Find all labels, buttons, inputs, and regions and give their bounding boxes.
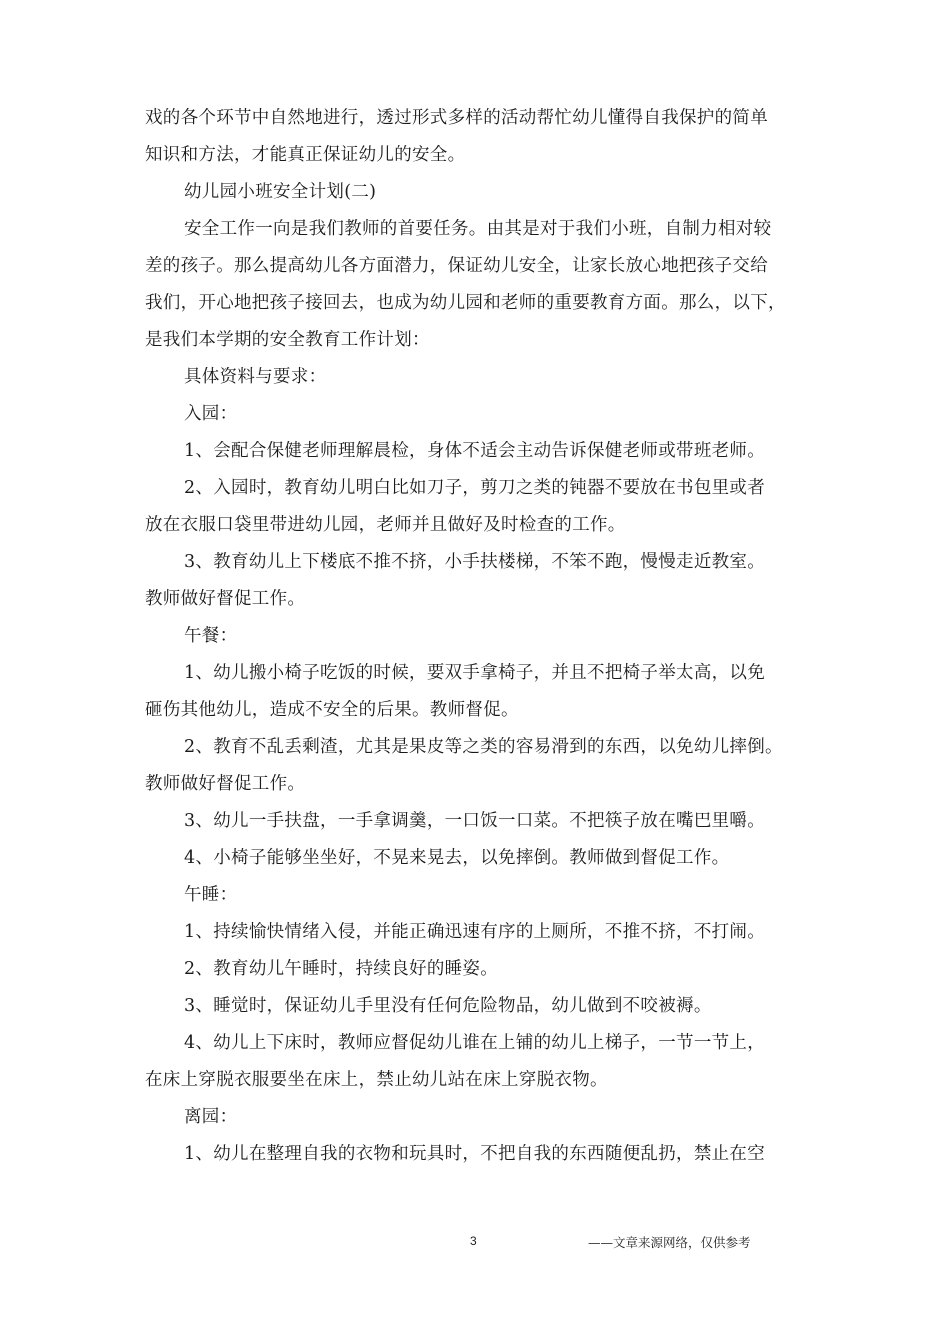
text-line: 午睡： (184, 885, 238, 905)
text-line: 教师做好督促工作。 (145, 774, 306, 794)
text-line: 2、入园时，教育幼儿明白比如刀子，剪刀之类的钝器不要放在书包里或者 (184, 478, 766, 498)
text-line: 离园： (184, 1107, 238, 1127)
text-line: 3、睡觉时，保证幼儿手里没有任何危险物品，幼儿做到不咬被褥。 (184, 996, 712, 1016)
text-line: 放在衣服口袋里带进幼儿园，老师并且做好及时检查的工作。 (145, 515, 626, 535)
text-line: 午餐： (184, 626, 238, 646)
document-body (145, 100, 810, 1173)
text-line: 1、持续愉快情绪入侵，并能正确迅速有序的上厕所，不推不挤，不打闹。 (184, 922, 766, 942)
footer-source-note: ——文章来源网络，仅供参考 (588, 1235, 751, 1250)
text-line: 2、教育幼儿午睡时，持续良好的睡姿。 (184, 959, 499, 979)
text-line: 我们，开心地把孩子接回去，也成为幼儿园和老师的重要教育方面。那么，以下， (145, 293, 786, 313)
text-line: 幼儿园小班安全计划(二) (184, 182, 377, 202)
text-line: 3、幼儿一手扶盘，一手拿调羹，一口饭一口菜。不把筷子放在嘴巴里嚼。 (184, 811, 766, 831)
text-line: 入园： (184, 404, 238, 424)
text-line: 4、小椅子能够坐坐好，不晃来晃去，以免摔倒。教师做到督促工作。 (184, 848, 730, 868)
text-line: 具体资料与要求： (184, 367, 327, 387)
text-line: 戏的各个环节中自然地进行，透过形式多样的活动帮忙幼儿懂得自我保护的简单 (145, 108, 768, 128)
text-line: 3、教育幼儿上下楼底不推不挤，小手扶楼梯，不笨不跑，慢慢走近教室。 (184, 552, 766, 572)
text-line: 砸伤其他幼儿，造成不安全的后果。教师督促。 (145, 700, 519, 720)
text-line: 安全工作一向是我们教师的首要任务。由其是对于我们小班，自制力相对较 (184, 219, 772, 239)
text-line: 1、幼儿搬小椅子吃饭的时候，要双手拿椅子，并且不把椅子举太高，以免 (184, 663, 766, 683)
text-line: 2、教育不乱丢剩渣，尤其是果皮等之类的容易滑到的东西，以免幼儿摔倒。 (184, 737, 783, 757)
text-line: 差的孩子。那么提高幼儿各方面潜力，保证幼儿安全，让家长放心地把孩子交给 (145, 256, 768, 276)
text-line: 1、幼儿在整理自我的衣物和玩具时，不把自我的东西随便乱扔，禁止在空 (184, 1144, 766, 1164)
page-number: 3 (470, 1234, 477, 1248)
text-line: 教师做好督促工作。 (145, 589, 306, 609)
text-line: 1、会配合保健老师理解晨检，身体不适会主动告诉保健老师或带班老师。 (184, 441, 766, 461)
text-line: 4、幼儿上下床时，教师应督促幼儿谁在上铺的幼儿上梯子，一节一节上， (184, 1033, 766, 1053)
text-line: 知识和方法，才能真正保证幼儿的安全。 (145, 145, 466, 165)
text-line: 是我们本学期的安全教育工作计划： (145, 330, 430, 350)
text-line: 在床上穿脱衣服要坐在床上，禁止幼儿站在床上穿脱衣物。 (145, 1070, 608, 1090)
